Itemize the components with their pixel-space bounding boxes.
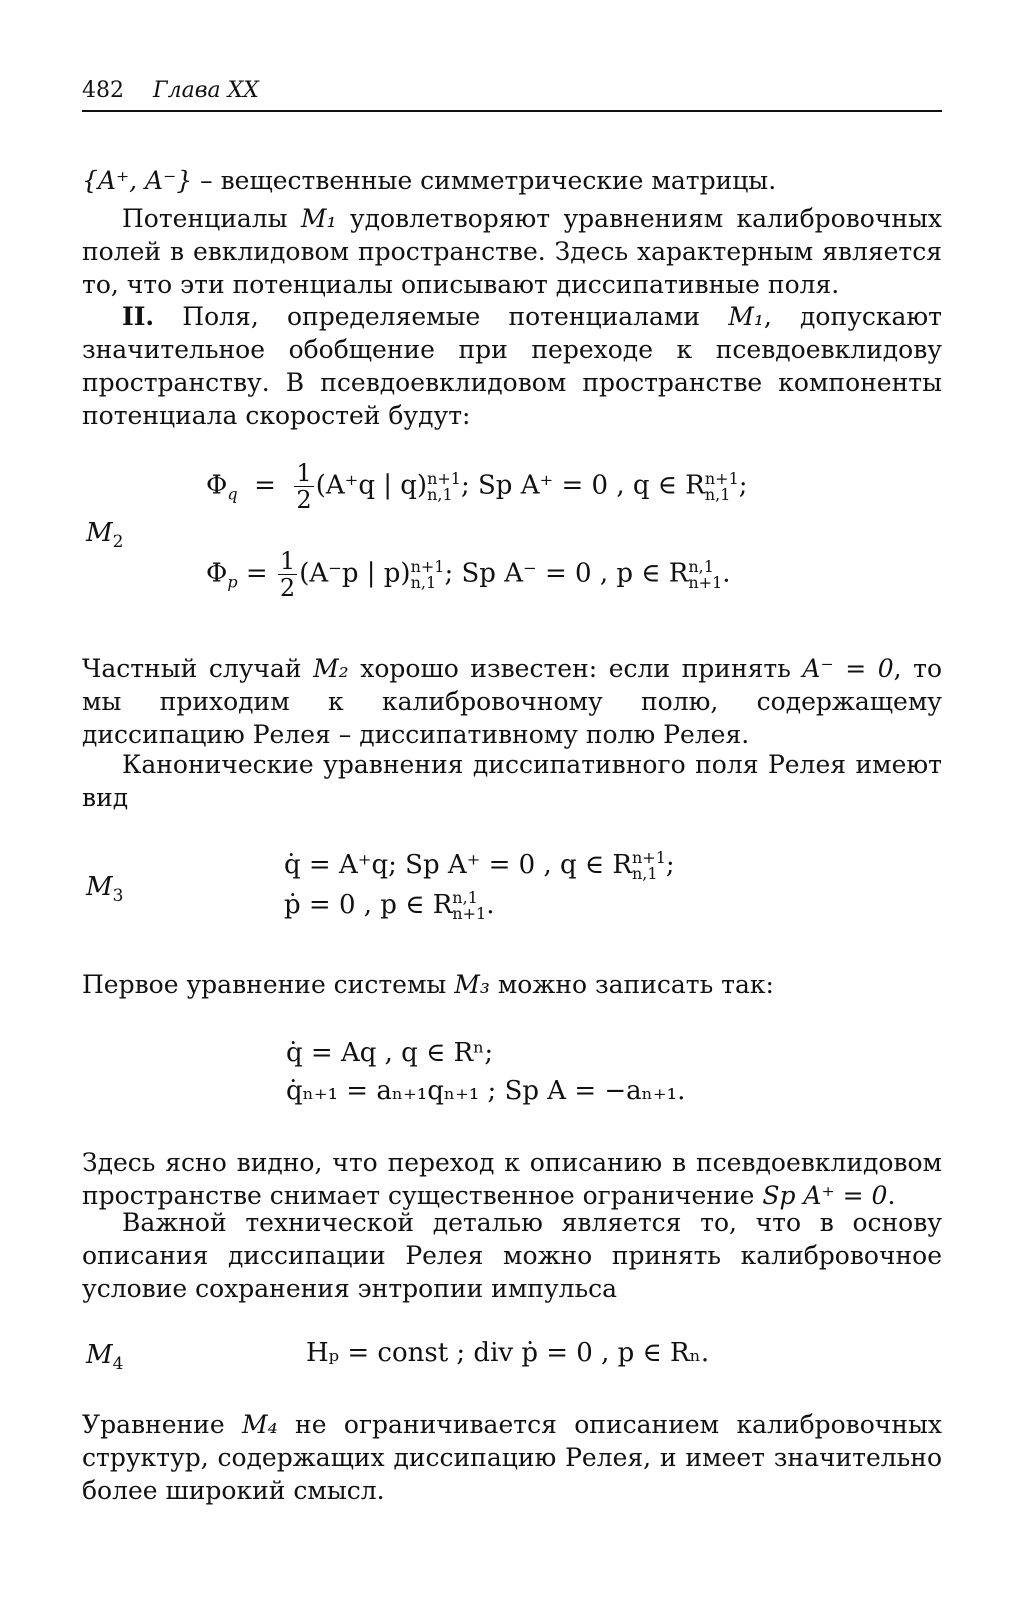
chapter-title: Глава XX bbox=[153, 78, 259, 103]
paragraph-6-start: Первое уравнение системы bbox=[82, 970, 455, 999]
paragraph-8-text: Важной технической деталью является то, что в основу описания диссипации Релея можно принять калибровочное условие сохранения энтропии импульса bbox=[82, 1208, 942, 1303]
paragraph-4-math: M₂ bbox=[313, 654, 349, 683]
equation-m3-expanded-line-1: q̇ = Aq , q ∈ Rⁿ; bbox=[286, 1038, 494, 1068]
paragraph-2 bbox=[82, 202, 942, 301]
paragraph-4 bbox=[82, 652, 942, 751]
paragraph-2-math: M₁ bbox=[300, 204, 337, 233]
paragraph-7-start: Здесь ясно видно, что переход к описанию в псевдоевклидовом пространстве снимает существенное ограничение bbox=[82, 1148, 942, 1210]
equation-m2-line-1: $\Phi_q$ = $\frac{1}{2}$ (A⁺q | q) n+1 n,1 ; Sp A⁺ = 0 , q ∈ R n+1 n,1 ; bbox=[206, 459, 748, 514]
equation-m3-expanded-line-2: q̇ₙ₊₁ = aₙ₊₁qₙ₊₁ ; Sp A = −aₙ₊₁. bbox=[286, 1076, 686, 1106]
paragraph-7-math: Sp A⁺ = 0 bbox=[762, 1181, 888, 1210]
paragraph-2-end: удовлетворяют уравнениям калибровочных полей в евклидовом пространстве. Здесь характерным является то, что эти потенциалы описывают диссипативные поля. bbox=[82, 204, 942, 299]
paragraph-3 bbox=[82, 300, 942, 432]
paragraph-6-math: M₃ bbox=[454, 970, 490, 999]
paragraph-4-mid: хорошо известен: если принять bbox=[348, 654, 803, 683]
paragraph-3-end: , допускают значительное обобщение при переходе к псевдоевклидову пространству. В псевдоевклидовом пространстве компоненты потенциала скоростей будут: bbox=[82, 302, 942, 430]
paragraph-1-text: – вещественные симметрические матрицы. bbox=[192, 166, 777, 195]
equation-label-m2: $M_2$ bbox=[86, 518, 124, 553]
paragraph-4-end: , то мы приходим к калибровочному полю, содержащему диссипацию Релея – диссипативному полю Релея. bbox=[82, 654, 942, 749]
paragraph-8 bbox=[82, 1206, 942, 1305]
matrices-math: {A⁺, A⁻} bbox=[82, 166, 193, 195]
running-head bbox=[82, 76, 942, 112]
paragraph-4-start: Частный случай bbox=[82, 654, 314, 683]
fraction-half-2: $\frac{1}{2}$ bbox=[279, 547, 296, 602]
paragraph-6-end: можно записать так: bbox=[489, 970, 774, 999]
equation-m3-line-2: ṗ = 0 , p ∈ R n,1 n+1 . bbox=[284, 888, 495, 923]
fraction-half: $\frac{1}{2}$ bbox=[296, 459, 312, 514]
paragraph-4-math-2: A⁻ = 0 bbox=[802, 654, 894, 683]
paragraph-3-math: M₁ bbox=[728, 302, 764, 331]
equation-m2-line-2: $\Phi_p$ = $\frac{1}{2}$ (A⁻p | p) n+1 n,1 ; Sp A⁻ = 0 , p ∈ R n,1 n+1 . bbox=[206, 547, 731, 602]
page-number: 482 bbox=[82, 78, 124, 103]
paragraph-5 bbox=[82, 748, 942, 814]
paragraph-9-end: не ограничивается описанием калибровочных структур, содержащих диссипацию Релея, и имеет значительно более широкий смысл. bbox=[82, 1410, 942, 1505]
paragraph-9-math: M₄ bbox=[242, 1410, 278, 1439]
equation-m4: Hₚ = const ; div ṗ = 0 , p ∈ Rₙ. bbox=[306, 1338, 710, 1368]
paragraph-7 bbox=[82, 1146, 942, 1212]
paragraph-9 bbox=[82, 1408, 942, 1507]
equation-label-m4: $M_4$ bbox=[86, 1340, 124, 1375]
paragraph-3-start: Поля, определяемые потенциалами bbox=[154, 302, 729, 331]
section-marker: II. bbox=[122, 302, 155, 331]
paragraph-5-text: Канонические уравнения диссипативного поля Релея имеют вид bbox=[82, 750, 942, 812]
paragraph-6 bbox=[82, 968, 942, 1001]
paragraph-7-end: . bbox=[887, 1181, 896, 1210]
paragraph-2-start: Потенциалы bbox=[122, 204, 301, 233]
paragraph-9-start: Уравнение bbox=[82, 1410, 243, 1439]
paragraph-1 bbox=[82, 164, 942, 197]
equation-m3-line-1: q̇ = A⁺q; Sp A⁺ = 0 , q ∈ R n+1 n,1 ; bbox=[284, 848, 675, 883]
equation-label-m3: $M_3$ bbox=[86, 872, 124, 907]
